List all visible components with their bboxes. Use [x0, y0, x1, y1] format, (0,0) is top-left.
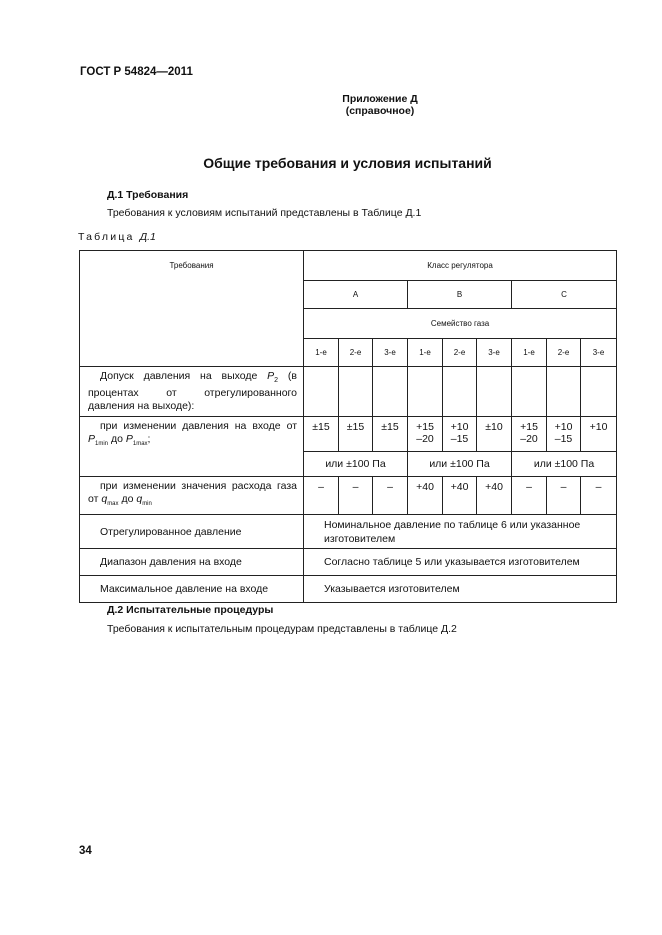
alt-tolerance-b: или ±100 Па [408, 452, 512, 477]
header-class-b: B [408, 281, 512, 309]
empty-cell [408, 367, 443, 417]
family-cell: 2-е [339, 339, 373, 367]
family-cell: 1-е [304, 339, 339, 367]
header-class-a: A [304, 281, 408, 309]
value-cell: +10 [581, 417, 617, 452]
row-set-pressure-value: Номинальное давление по таблице 6 или указанное изготовителем [304, 515, 617, 549]
empty-cell [304, 367, 339, 417]
header-class-c: C [512, 281, 617, 309]
family-cell: 2-е [547, 339, 581, 367]
empty-cell [547, 367, 581, 417]
value-cell: – [547, 477, 581, 515]
row-tolerance-label: Допуск давления на выходе $P_2$ (в процентах от отрегулированного давления на выходе): [80, 367, 304, 417]
row-inlet-change-label: при изменении давления на входе от $P_{1min}$ до $P_{1max}$; [80, 417, 304, 477]
value-cell: ±15 [373, 417, 408, 452]
value-cell: +40 [408, 477, 443, 515]
header-regulator-class: Класс регулятора [304, 251, 617, 281]
table-caption [78, 231, 156, 243]
family-cell: 3-е [373, 339, 408, 367]
requirements-table [79, 250, 617, 603]
header-requirements: Требования [80, 251, 304, 367]
value-cell: – [339, 477, 373, 515]
empty-cell [339, 367, 373, 417]
value-cell: – [581, 477, 617, 515]
empty-cell [443, 367, 477, 417]
value-cell: +10 –15 [443, 417, 477, 452]
family-cell: 1-е [512, 339, 547, 367]
empty-cell [477, 367, 512, 417]
value-cell: +10 –15 [547, 417, 581, 452]
alt-tolerance-a: или ±100 Па [304, 452, 408, 477]
family-cell: 1-е [408, 339, 443, 367]
alt-tolerance-c: или ±100 Па [512, 452, 617, 477]
table-caption-prefix: Таблица [78, 231, 135, 243]
value-cell: +15 –20 [408, 417, 443, 452]
family-cell: 3-е [477, 339, 512, 367]
value-cell: ±10 [477, 417, 512, 452]
value-cell: +40 [477, 477, 512, 515]
family-cell: 3-е [581, 339, 617, 367]
page-number: 34 [79, 845, 92, 857]
document-code: ГОСТ Р 54824—2011 [80, 66, 193, 78]
row-inlet-range-value: Согласно таблице 5 или указывается изготовителем [304, 549, 617, 576]
table-caption-number: Д.1 [139, 231, 156, 243]
row-max-inlet-value: Указывается изготовителем [304, 576, 617, 603]
section-2-heading: Д.2 Испытательные процедуры [107, 604, 274, 616]
value-cell: ±15 [339, 417, 373, 452]
row-inlet-range-label: Диапазон давления на входе [80, 549, 304, 576]
empty-cell [512, 367, 547, 417]
value-cell: – [373, 477, 408, 515]
value-cell: +40 [443, 477, 477, 515]
value-cell: ±15 [304, 417, 339, 452]
section-1-text: Требования к условиям испытаний представлены в Таблице Д.1 [107, 207, 422, 219]
page-title: Общие требования и условия испытаний [203, 155, 492, 171]
section-2-text: Требования к испытательным процедурам представлены в таблице Д.2 [107, 623, 457, 635]
value-cell: – [512, 477, 547, 515]
row-max-inlet-label: Максимальное давление на входе [80, 576, 304, 603]
appendix-note: (справочное) [345, 105, 415, 117]
value-cell: +15 –20 [512, 417, 547, 452]
section-1-heading: Д.1 Требования [107, 189, 189, 201]
family-cell: 2-е [443, 339, 477, 367]
appendix-label: Приложение Д [342, 93, 418, 105]
empty-cell [581, 367, 617, 417]
empty-cell [373, 367, 408, 417]
row-set-pressure-label: Отрегулированное давление [80, 515, 304, 549]
value-cell: – [304, 477, 339, 515]
header-gas-family: Семейство газа [304, 309, 617, 339]
row-flow-change-label: при изменении значения расхода газа от $q_{max}$ до $q_{min}$ [80, 477, 304, 515]
